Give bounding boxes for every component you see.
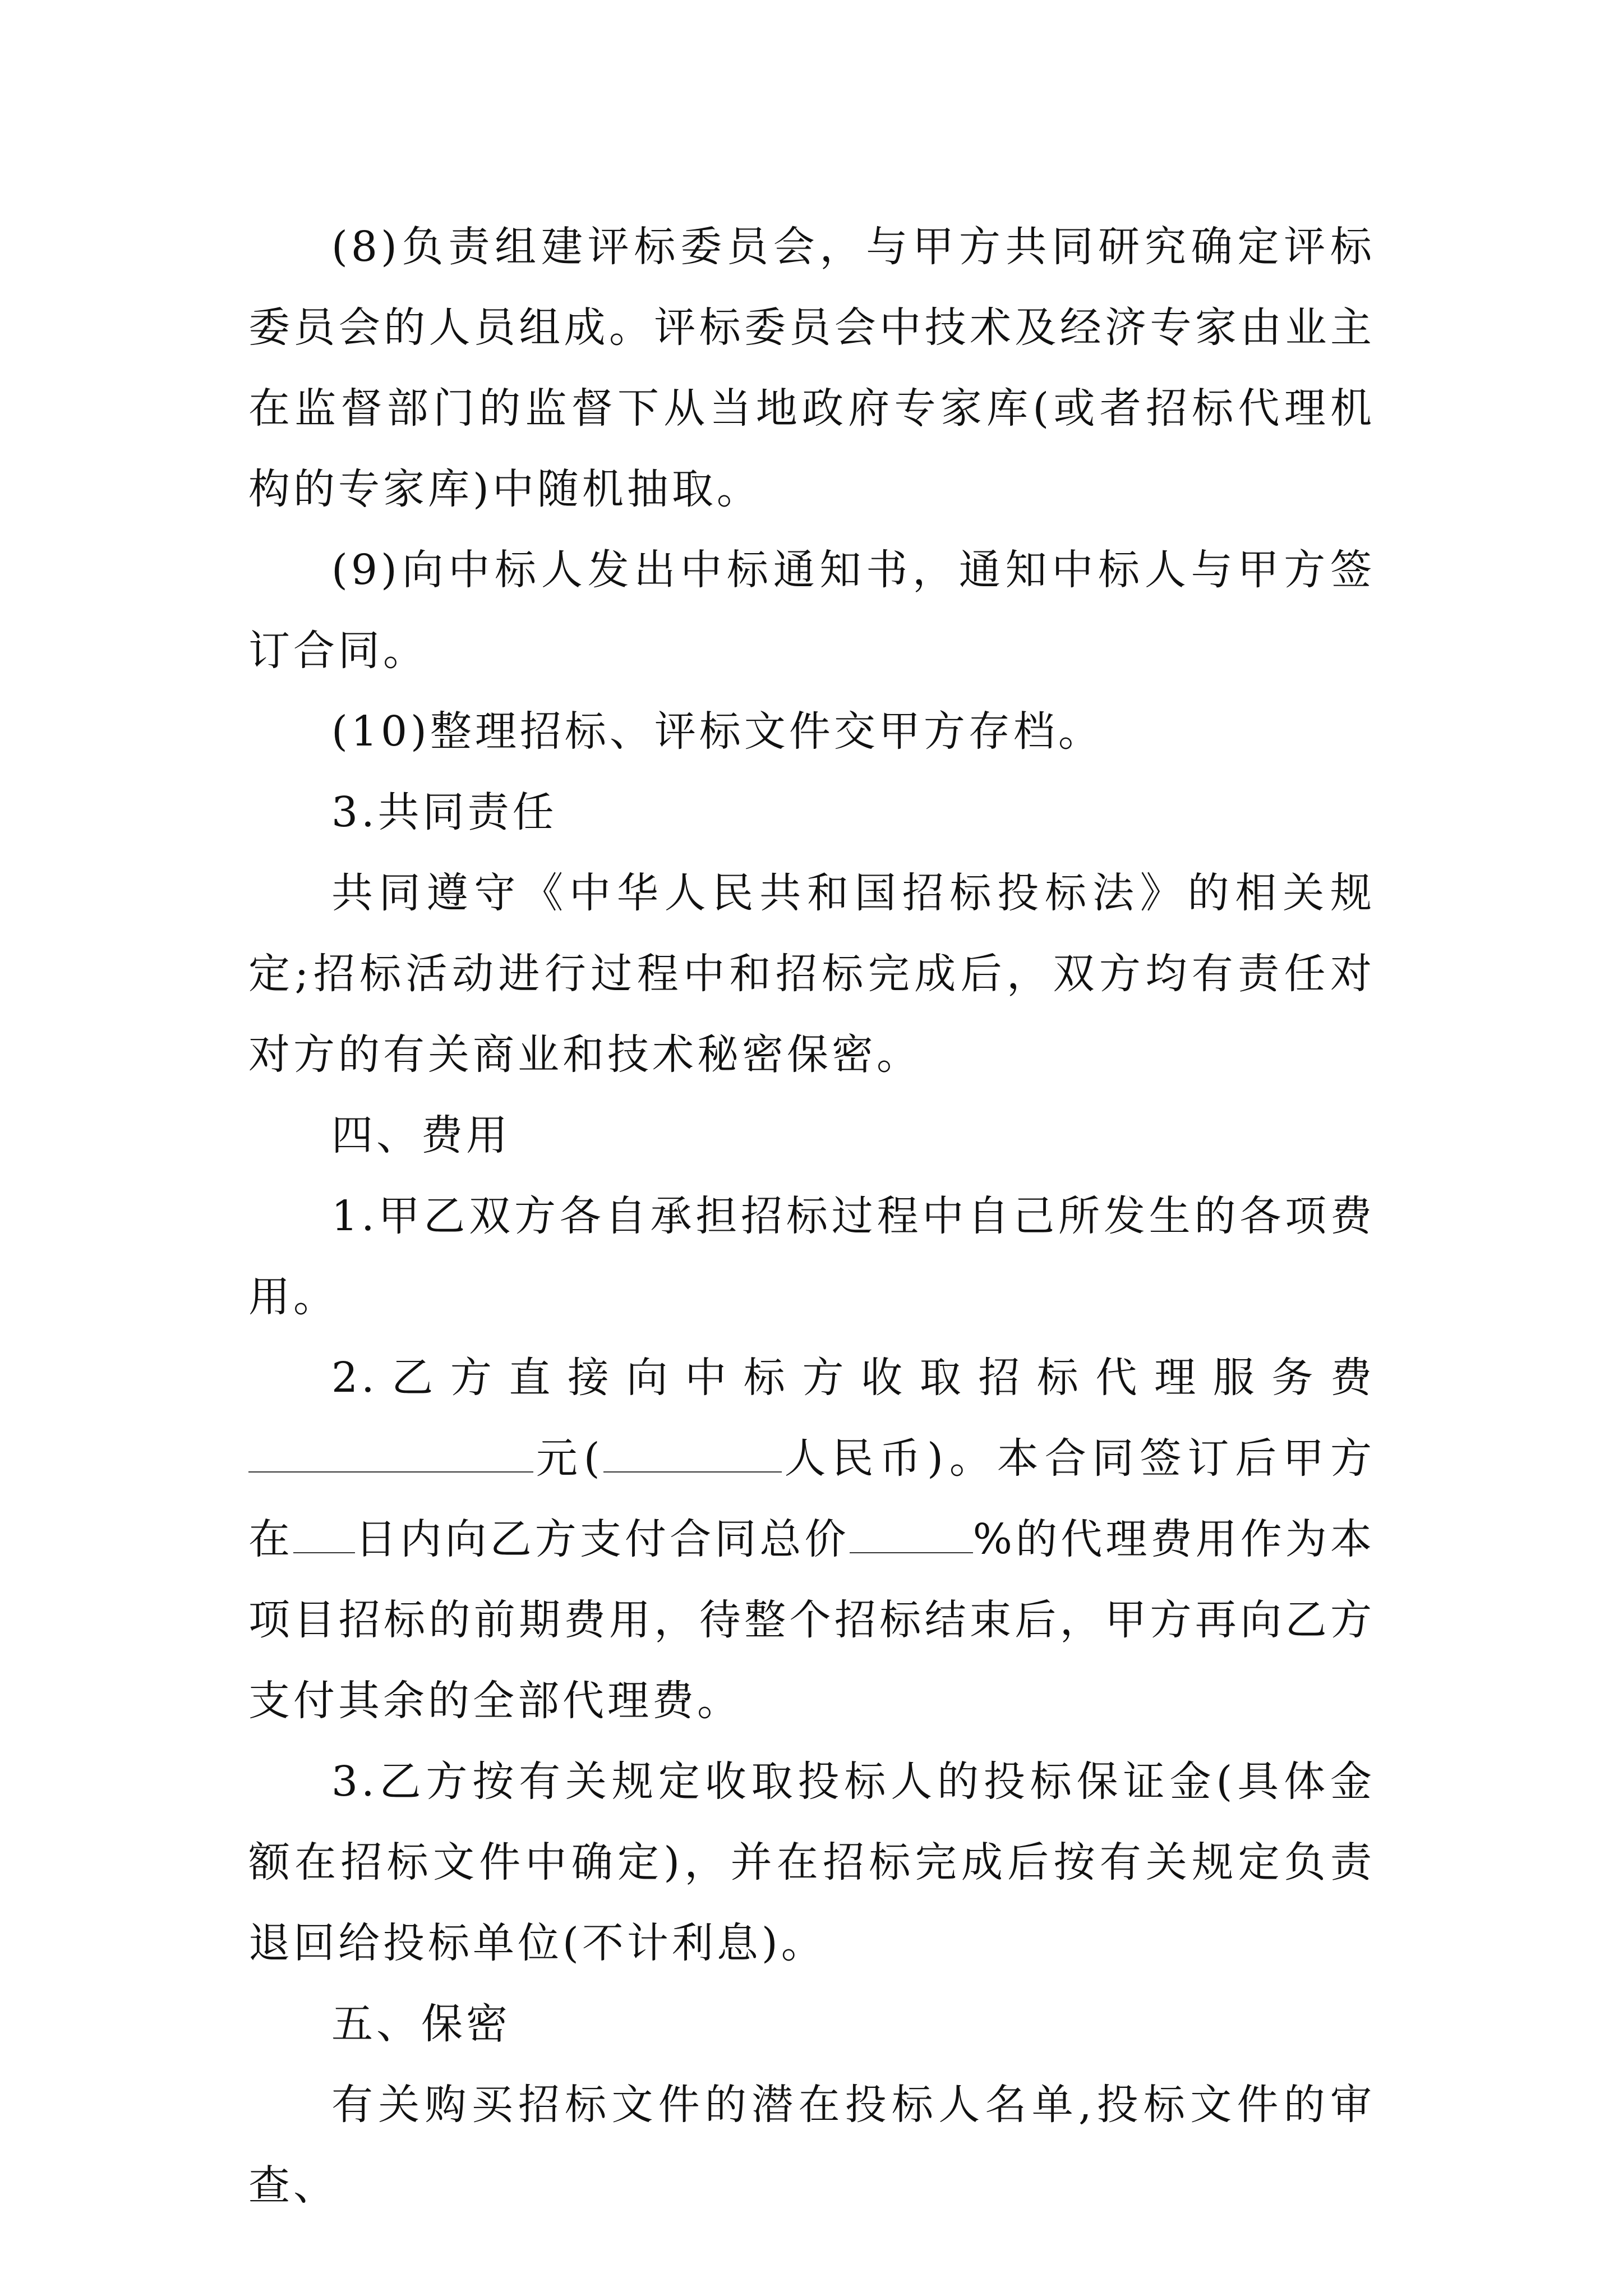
fee2-text-5: %的代理费用作为本项目招标的前期费用，待整个招标结束后，甲方再向乙方支付其余的全部代理费。 [248,1515,1376,1725]
document-body [248,206,1375,2226]
fee2-text-2: 元( [533,1434,603,1483]
section-heading-confidentiality: 五、保密 [331,2000,511,2048]
section-heading-fees: 四、费用 [331,1111,511,1159]
paragraph-fee-3: 3.乙方按有关规定收取投标人的投标保证金(具体金额在招标文件中确定)，并在招标完成后按有关规定负责退回给投标单位(不计利息)。 [248,1757,1375,1967]
fee2-text-1: 2.乙方直接向中标方收取招标代理服务费 [331,1354,1375,1402]
paragraph-confidentiality: 有关购买招标文件的潜在投标人名单,投标文件的审查、 [248,2081,1375,2210]
blank-days[interactable] [293,1519,355,1553]
paragraph-fee-1: 1.甲乙双方各自承担招标过程中自己所发生的各项费用。 [248,1192,1375,1321]
paragraph-item-10: (10)整理招标、评标文件交甲方存档。 [331,707,1103,756]
fee2-text-4: 日内向乙方支付合同总价 [355,1515,850,1563]
paragraph-joint-responsibility: 共同遵守《中华人民共和国招标投标法》的相关规定;招标活动进行过程中和招标完成后，双方均有责任对对方的有关商业和技术秘密保密。 [248,869,1375,1079]
fee2-text-3: 人民币)。本合同签订后甲方在 [248,1434,1375,1563]
blank-percent[interactable] [850,1519,973,1553]
blank-fee-rmb[interactable] [603,1438,782,1473]
paragraph-item-8: (8)负责组建评标委员会，与甲方共同研究确定评标委员会的人员组成。评标委员会中技术及经济专家由业主在监督部门的监督下从当地政府专家库(或者招标代理机构的专家库)中随机抽取。 [248,223,1375,513]
section-heading-joint-responsibility: 3.共同责任 [331,788,557,836]
blank-fee-amount[interactable] [248,1438,533,1473]
paragraph-fee-2 [248,1337,1375,1741]
paragraph-item-9: (9)向中标人发出中标通知书，通知中标人与甲方签订合同。 [248,546,1375,675]
